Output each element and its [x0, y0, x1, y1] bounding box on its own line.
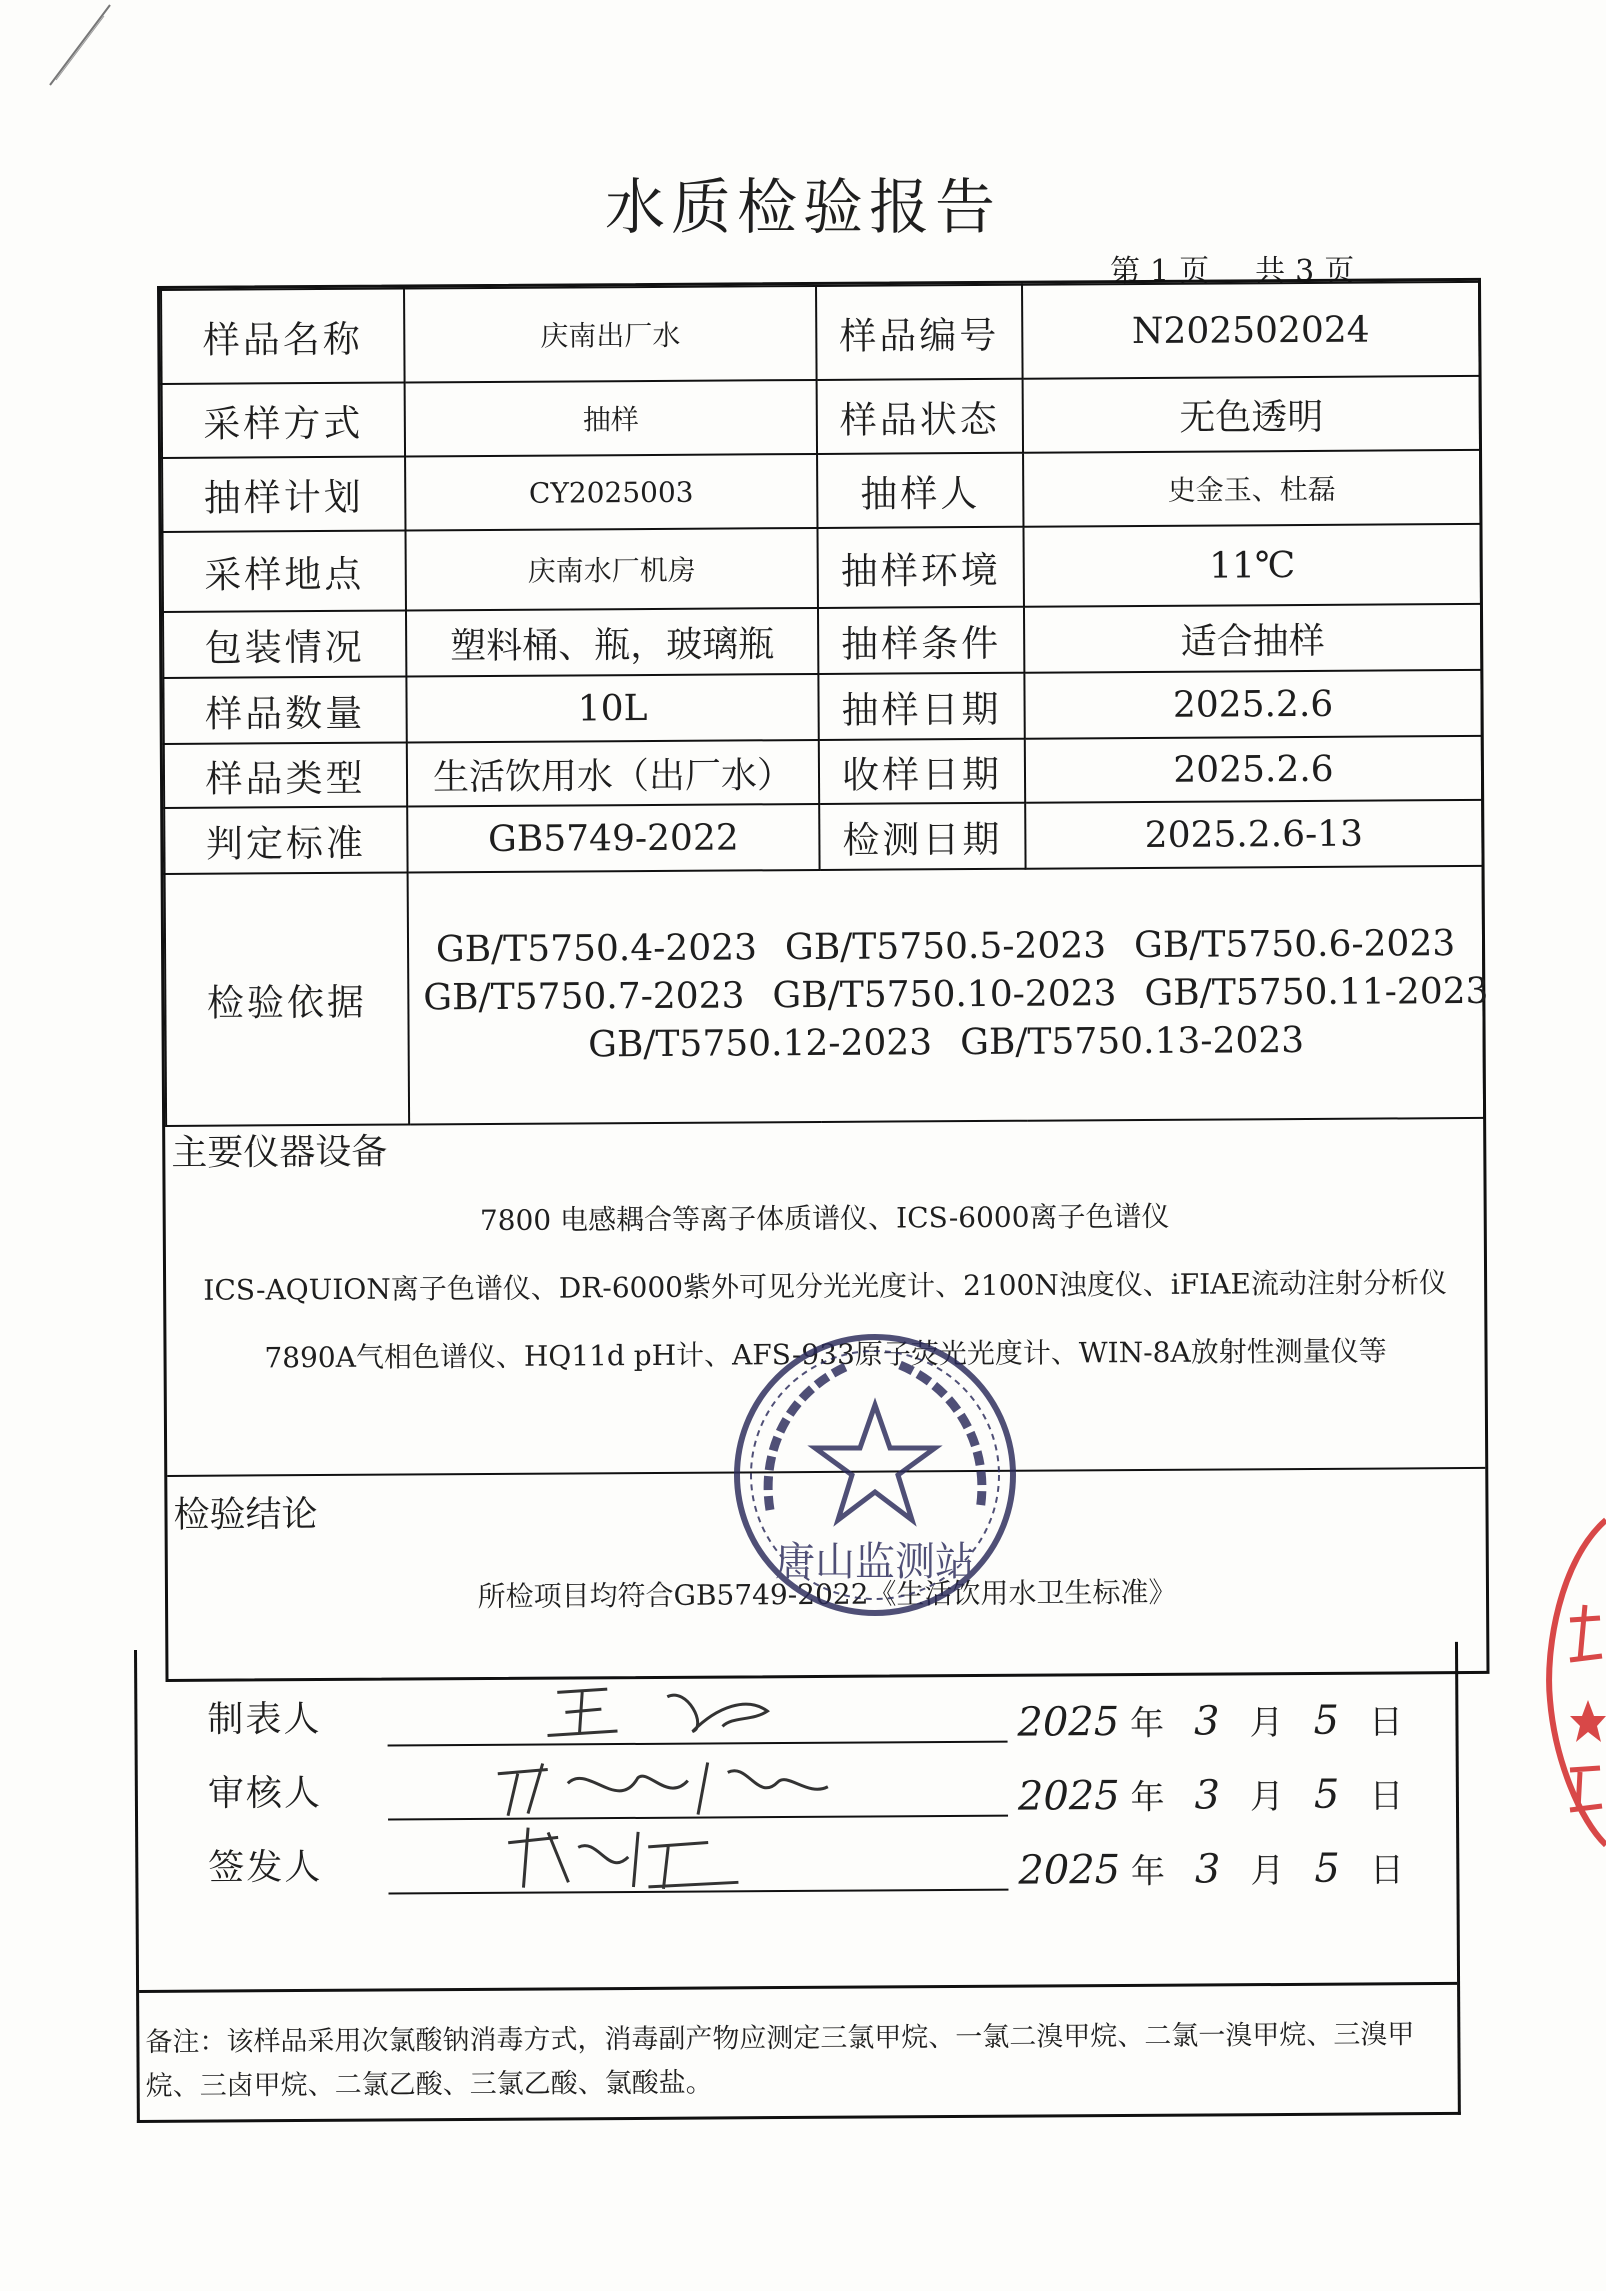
remarks-text: 该样品采用次氯酸钠消毒方式，消毒副产物应测定三氯甲烷、一氯二溴甲烷、二氯一溴甲烷、三溴甲烷、三卤甲烷、二氯乙酸、三氯乙酸、氯酸盐。: [145, 2019, 1415, 2102]
sample-name-label: 样品名称: [161, 288, 405, 383]
standard-label: 判定标准: [164, 806, 407, 873]
edge-seal-stamp: [1540, 1500, 1606, 1860]
standard-value: GB5749-2022: [407, 804, 819, 873]
test-date-value: 2025.2.6-13: [1025, 800, 1482, 869]
table-row: [164, 736, 1482, 808]
sample-state-label: 样品状态: [817, 379, 1023, 454]
issuer-signature: [498, 1816, 758, 1898]
equipment-label: 主要仪器设备: [171, 1131, 388, 1174]
equipment-line: ICS-AQUION离子色谱仪、DR-6000紫外可见分光光度计、2100N浊度仪、iFIAE流动注射分析仪: [203, 1266, 1447, 1307]
preparer-signature: [517, 1666, 817, 1748]
basis-label: 检验依据: [165, 872, 410, 1125]
remarks-label: 备注：: [145, 2026, 227, 2058]
receive-date-value: 2025.2.6: [1025, 736, 1482, 803]
sampling-plan-label: 抽样计划: [162, 456, 405, 531]
sample-no-value: N202502024: [1022, 282, 1480, 379]
issuer-date: 2025 年 3 月 5 日: [1018, 1845, 1405, 1894]
remarks: [139, 1982, 1458, 2109]
equipment-line: 7890A气相色谱仪、HQ11d pH计、AFS-933原子荧光光度计、WIN-8A放射性测量仪等: [264, 1334, 1387, 1375]
conclusion-label: 检验结论: [173, 1494, 318, 1536]
sampling-plan-value: CY2025003: [405, 454, 817, 531]
table-row: [164, 800, 1482, 874]
sample-no-label: 样品编号: [816, 285, 1023, 380]
svg-text:唐山监测站: 唐山监测站: [775, 1539, 975, 1585]
table-row: [163, 670, 1481, 744]
table-row: [162, 450, 1480, 532]
reviewer-signature: [488, 1742, 848, 1824]
sampler-label: 抽样人: [817, 453, 1023, 528]
type-label: 样品类型: [164, 742, 407, 807]
sample-name-value: 庆南出厂水: [404, 286, 817, 383]
test-date-label: 检测日期: [819, 803, 1025, 870]
reviewer-date: 2025 年 3 月 5 日: [1017, 1771, 1404, 1820]
sample-state-value: 无色透明: [1023, 376, 1480, 453]
reviewer-label: 审核人: [207, 1772, 323, 1815]
preparer-label: 制表人: [207, 1698, 322, 1741]
corner-scratch-mark: [40, 0, 130, 90]
sampling-method-value: 抽样: [405, 380, 817, 457]
basis-value: [408, 866, 1489, 1125]
issuer-label: 签发人: [208, 1846, 323, 1889]
basis-line: GB/T5750.7-2023 GB/T5750.10-2023 GB/T5750.11-2023: [423, 970, 1489, 1019]
table-row: [161, 282, 1480, 384]
table-row: [163, 604, 1481, 678]
conclusion-text: 所检项目均符合GB5749-2022《生活饮用水卫生标准》: [477, 1575, 1177, 1614]
preparer-date: 2025 年 3 月 5 日: [1017, 1697, 1404, 1746]
table-row: [163, 524, 1481, 612]
page-number: 第 1 页 共 3 页: [1110, 254, 1355, 289]
location-value: 庆南水厂机房: [405, 528, 817, 611]
quantity-value: 10L: [406, 674, 818, 743]
sampling-date-value: 2025.2.6: [1024, 670, 1481, 739]
environment-label: 抽样环境: [817, 527, 1023, 608]
sampler-value: 史金玉、杜磊: [1023, 450, 1480, 527]
condition-label: 抽样条件: [818, 607, 1024, 674]
basis-line: GB/T5750.4-2023 GB/T5750.5-2023 GB/T5750.6-2023: [435, 923, 1456, 971]
table-row: [165, 866, 1485, 1126]
table-row: [162, 376, 1480, 458]
type-value: 生活饮用水（出厂水）: [407, 740, 819, 807]
equipment-line: 7800 电感耦合等离子体质谱仪、ICS-6000离子色谱仪: [479, 1199, 1170, 1238]
sampling-date-label: 抽样日期: [818, 673, 1024, 740]
sample-info-table: [160, 281, 1489, 1127]
signature-box: [134, 1642, 1461, 2123]
report-title: 水质检验报告: [605, 173, 1001, 243]
packaging-value: 塑料桶、瓶，玻璃瓶: [406, 608, 818, 677]
quantity-label: 样品数量: [163, 676, 406, 743]
sampling-method-label: 采样方式: [162, 382, 405, 457]
packaging-label: 包装情况: [163, 610, 406, 677]
basis-line: GB/T5750.12-2023 GB/T5750.13-2023: [588, 1020, 1305, 1066]
receive-date-label: 收样日期: [819, 739, 1025, 804]
location-label: 采样地点: [163, 530, 406, 611]
environment-value: 11℃: [1023, 524, 1480, 607]
official-seal-stamp: [730, 1330, 1020, 1620]
condition-value: 适合抽样: [1024, 604, 1481, 673]
